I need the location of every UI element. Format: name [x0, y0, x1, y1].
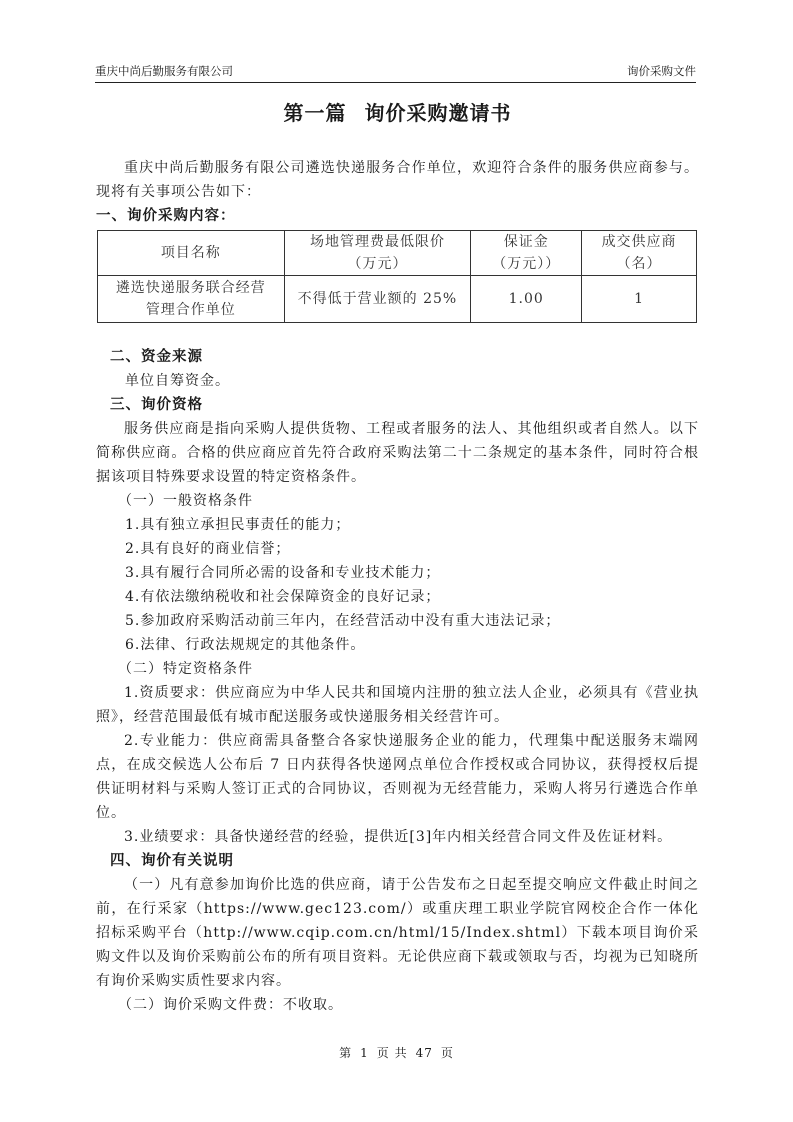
table-row	[98, 276, 697, 323]
section4-item-1: （一）凡有意参加询价比选的供应商，请于公告发布之日起至提交响应文件截止时间之前，在行采家（https://www.gec123.com/）或重庆理工职业学院官网校企合作一体化招标采购平台（http://www.cqip.com.cn/html/15/Index.shtml）下载本项目询价采购文件以及询价采购前公布的所有项目资料。无论供应商下载或领取与否，均视为已知晓所有询价采购实质性要求内容。	[96, 877, 699, 989]
specific-item-3: 3.业绩要求：具备快递经营的经验，提供近[3]年内相关经营合同文件及佐证材料。	[124, 829, 673, 845]
page-footer	[0, 1044, 793, 1062]
th-project-name: 项目名称	[98, 231, 285, 276]
general-item-2: 2.具有良好的商业信誉；	[125, 541, 291, 557]
general-item-4: 4.有依法缴纳税收和社会保障资金的良好记录；	[125, 589, 441, 605]
page-number: 1	[360, 1046, 369, 1060]
section3-text: 服务供应商是指向采购人提供货物、工程或者服务的法人、其他组织或者自然人。以下简称供应商。合格的供应商应首先符合政府采购法第二十二条规定的基本条件，同时符合根据该项目特殊要求设置的特定资格条件。	[96, 421, 699, 485]
section3-heading: 三、询价资格	[110, 396, 203, 413]
th-deposit: 保证金 （万元））	[471, 231, 582, 276]
header-doc-type: 询价采购文件	[627, 64, 696, 78]
td-min-fee: 不得低于营业额的 25%	[284, 276, 471, 323]
general-item-3: 3.具有履行合同所必需的设备和专业技术能力；	[125, 565, 441, 581]
td-project-name: 遴选快递服务联合经营 管理合作单位	[98, 276, 285, 323]
specific-item-2: 2.专业能力：供应商需具备整合各家快递服务企业的能力，代理集中配送服务末端网点，在成交候选人公布后 7 日内获得各快递网点单位合作授权或合同协议，获得授权后提供证明材料与采购人签订正式的合同协议，否则视为无经营能力，采购人将另行遴选合作单位。	[96, 733, 699, 821]
page-header	[95, 62, 696, 83]
page-body	[96, 98, 699, 1017]
page-title	[96, 98, 699, 128]
table-header-row	[98, 231, 697, 276]
title-name: 询价采购邀请书	[364, 101, 512, 125]
general-item-6: 6.法律、行政法规规定的其他条件。	[125, 637, 366, 653]
general-item-1: 1.具有独立承担民事责任的能力；	[125, 517, 351, 533]
td-deposit: 1.00	[471, 276, 582, 323]
section1-heading: 一、询价采购内容：	[96, 207, 236, 224]
th-suppliers: 成交供应商 （名）	[582, 231, 697, 276]
intro-paragraph: 重庆中尚后勤服务有限公司遴选快递服务合作单位，欢迎符合条件的服务供应商参与。现将有关事项公告如下：	[96, 160, 699, 200]
procurement-table	[97, 230, 697, 323]
td-suppliers: 1	[582, 276, 697, 323]
header-company: 重庆中尚后勤服务有限公司	[95, 64, 233, 78]
footer-prefix: 第	[339, 1046, 353, 1060]
general-conditions-heading: （一）一般资格条件	[118, 493, 253, 509]
footer-mid: 页 共	[376, 1046, 408, 1060]
section4-item-2: （二）询价采购文件费：不收取。	[118, 997, 343, 1013]
general-item-5: 5.参加政府采购活动前三年内，在经营活动中没有重大违法记录；	[125, 613, 561, 629]
section2-text: 单位自筹资金。	[125, 373, 230, 389]
title-part: 第一篇	[283, 101, 347, 125]
section4-heading: 四、询价有关说明	[110, 852, 234, 869]
specific-conditions-heading: （二）特定资格条件	[118, 661, 253, 677]
footer-suffix: 页	[440, 1046, 454, 1060]
total-pages: 47	[415, 1046, 433, 1060]
th-min-fee: 场地管理费最低限价 （万元）	[284, 231, 471, 276]
section2-heading: 二、资金来源	[110, 348, 203, 365]
specific-item-1: 1.资质要求：供应商应为中华人民共和国境内注册的独立法人企业，必须具有《营业执照》，经营范围最低有城市配送服务或快递服务相关经营许可。	[96, 685, 699, 725]
